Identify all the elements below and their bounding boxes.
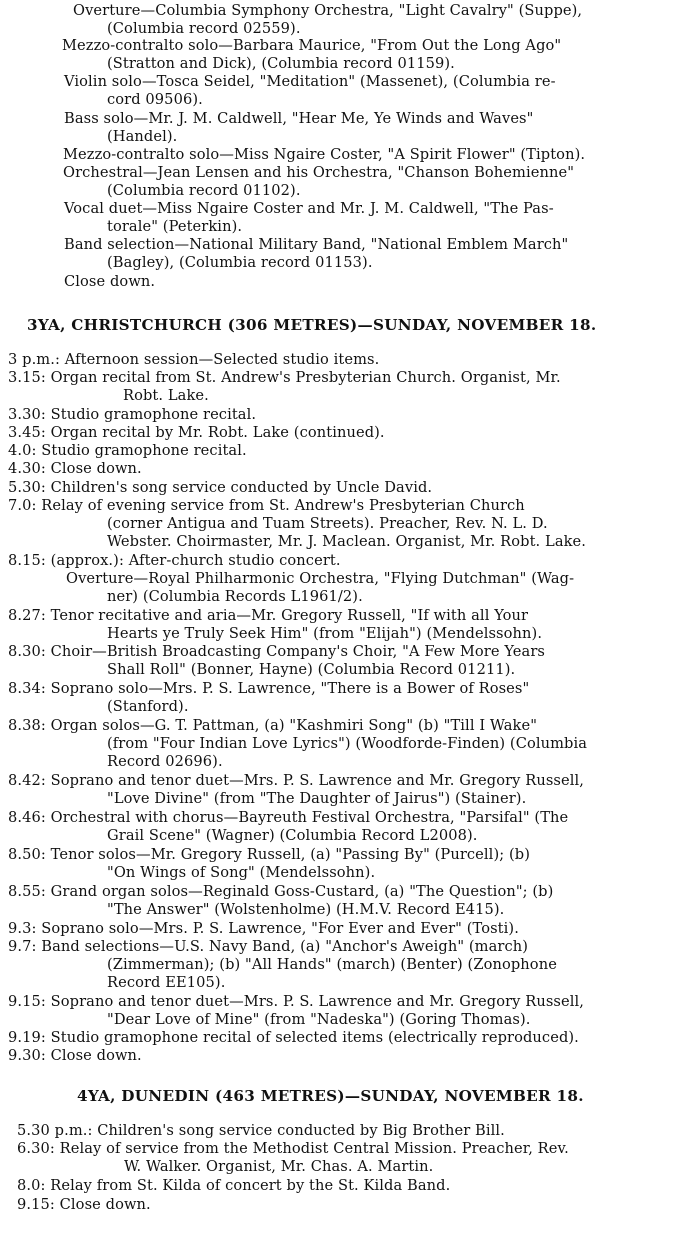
programme-line: Band selection—National Military Band, "National Emblem March" — [64, 236, 569, 253]
programme-line: Close down. — [64, 273, 156, 290]
programme-line: (Handel). — [107, 128, 178, 145]
programme-line: (Columbia record 02559). — [107, 20, 301, 37]
schedule-line: 3.15: Organ recital from St. Andrew's Presbyterian Church. Organist, Mr. — [8, 369, 561, 386]
schedule-line: 9.19: Studio gramophone recital of selected items (electrically reproduced). — [8, 1029, 579, 1046]
schedule-line: (Stanford). — [107, 698, 189, 715]
schedule-line: 9.30: Close down. — [8, 1047, 142, 1064]
schedule-line: 7.0: Relay of evening service from St. Andrew's Presbyterian Church — [8, 497, 525, 514]
programme-line: torale" (Peterkin). — [107, 218, 243, 235]
programme-line: Overture—Columbia Symphony Orchestra, "Light Cavalry" (Suppe), — [73, 2, 583, 19]
schedule-line: 8.27: Tenor recitative and aria—Mr. Gregory Russell, "If with all Your — [8, 607, 529, 624]
station-heading: 3YA, CHRISTCHURCH (306 METRES)—SUNDAY, NOVEMBER 18. — [27, 316, 597, 334]
schedule-line: 8.15: (approx.): After-church studio concert. — [8, 552, 341, 569]
programme-line: Vocal duet—Miss Ngaire Coster and Mr. J. M. Caldwell, "The Pas- — [64, 200, 554, 217]
schedule-line: 9.3: Soprano solo—Mrs. P. S. Lawrence, "For Ever and Ever" (Tosti). — [8, 920, 519, 937]
schedule-line: Grail Scene" (Wagner) (Columbia Record L2008). — [107, 827, 478, 844]
programme-line: Bass solo—Mr. J. M. Caldwell, "Hear Me, Ye Winds and Waves" — [64, 110, 534, 127]
schedule-line: (from "Four Indian Love Lyrics") (Woodforde-Finden) (Columbia — [107, 735, 588, 752]
schedule-line: 8.0: Relay from St. Kilda of concert by the St. Kilda Band. — [17, 1177, 451, 1194]
schedule-line: ner) (Columbia Records L1961/2). — [107, 588, 363, 605]
programme-line: Mezzo-contralto solo—Barbara Maurice, "From Out the Long Ago" — [62, 37, 562, 54]
programme-line: Violin solo—Tosca Seidel, "Meditation" (Massenet), (Columbia re- — [64, 73, 556, 90]
schedule-line: "Dear Love of Mine" (from "Nadeska") (Goring Thomas). — [107, 1011, 531, 1028]
schedule-line: 6.30: Relay of service from the Methodist Central Mission. Preacher, Rev. — [17, 1140, 569, 1157]
schedule-line: Record EE105). — [107, 974, 226, 991]
schedule-line: 5.30: Children's song service conducted by Uncle David. — [8, 479, 433, 496]
schedule-line: (Zimmerman); (b) "All Hands" (march) (Benter) (Zonophone — [107, 956, 557, 973]
schedule-line: 3.45: Organ recital by Mr. Robt. Lake (continued). — [8, 424, 385, 441]
schedule-line: 3 p.m.: Afternoon session—Selected studio items. — [8, 351, 380, 368]
schedule-line: Record 02696). — [107, 753, 223, 770]
schedule-line: 8.55: Grand organ solos—Reginald Goss-Custard, (a) "The Question"; (b) — [8, 883, 554, 900]
schedule-line: Overture—Royal Philharmonic Orchestra, "Flying Dutchman" (Wag- — [66, 570, 575, 587]
schedule-line: Hearts ye Truly Seek Him" (from "Elijah") (Mendelssohn). — [107, 625, 543, 642]
schedule-line: 8.46: Orchestral with chorus—Bayreuth Festival Orchestra, "Parsifal" (The — [8, 809, 569, 826]
schedule-line: W. Walker. Organist, Mr. Chas. A. Martin. — [124, 1158, 434, 1175]
schedule-line: "The Answer" (Wolstenholme) (H.M.V. Record E415). — [107, 901, 505, 918]
schedule-line: 4.30: Close down. — [8, 460, 142, 477]
schedule-line: 9.15: Soprano and tenor duet—Mrs. P. S. Lawrence and Mr. Gregory Russell, — [8, 993, 585, 1010]
programme-line: (Stratton and Dick), (Columbia record 01159). — [107, 55, 455, 72]
schedule-line: 8.50: Tenor solos—Mr. Gregory Russell, (a) "Passing By" (Purcell); (b) — [8, 846, 531, 863]
schedule-line: 8.34: Soprano solo—Mrs. P. S. Lawrence, "There is a Bower of Roses" — [8, 680, 530, 697]
schedule-line: 3.30: Studio gramophone recital. — [8, 406, 257, 423]
schedule-line: "Love Divine" (from "The Daughter of Jairus") (Stainer). — [107, 790, 527, 807]
schedule-line: 4.0: Studio gramophone recital. — [8, 442, 247, 459]
schedule-line: 5.30 p.m.: Children's song service conducted by Big Brother Bill. — [17, 1122, 505, 1139]
schedule-line: Robt. Lake. — [123, 387, 209, 404]
schedule-line: 8.38: Organ solos—G. T. Pattman, (a) "Kashmiri Song" (b) "Till I Wake" — [8, 717, 538, 734]
programme-line: cord 09506). — [107, 91, 203, 108]
schedule-line: (corner Antigua and Tuam Streets). Preacher, Rev. N. L. D. — [107, 515, 548, 532]
programme-line: Mezzo-contralto solo—Miss Ngaire Coster, "A Spirit Flower" (Tipton). — [63, 146, 586, 163]
programme-line: Orchestral—Jean Lensen and his Orchestra, "Chanson Bohemienne" — [63, 164, 575, 181]
schedule-line: Shall Roll" (Bonner, Hayne) (Columbia Record 01211). — [107, 661, 516, 678]
station-heading: 4YA, DUNEDIN (463 METRES)—SUNDAY, NOVEMBER 18. — [77, 1087, 584, 1105]
schedule-line: 8.42: Soprano and tenor duet—Mrs. P. S. Lawrence and Mr. Gregory Russell, — [8, 772, 585, 789]
schedule-line: 9.15: Close down. — [17, 1196, 151, 1213]
schedule-line: Webster. Choirmaster, Mr. J. Maclean. Organist, Mr. Robt. Lake. — [107, 533, 587, 550]
schedule-line: "On Wings of Song" (Mendelssohn). — [107, 864, 376, 881]
schedule-line: 8.30: Choir—British Broadcasting Company's Choir, "A Few More Years — [8, 643, 545, 660]
schedule-line: 9.7: Band selections—U.S. Navy Band, (a) "Anchor's Aweigh" (march) — [8, 938, 529, 955]
programme-line: (Bagley), (Columbia record 01153). — [107, 254, 373, 271]
programme-line: (Columbia record 01102). — [107, 182, 301, 199]
